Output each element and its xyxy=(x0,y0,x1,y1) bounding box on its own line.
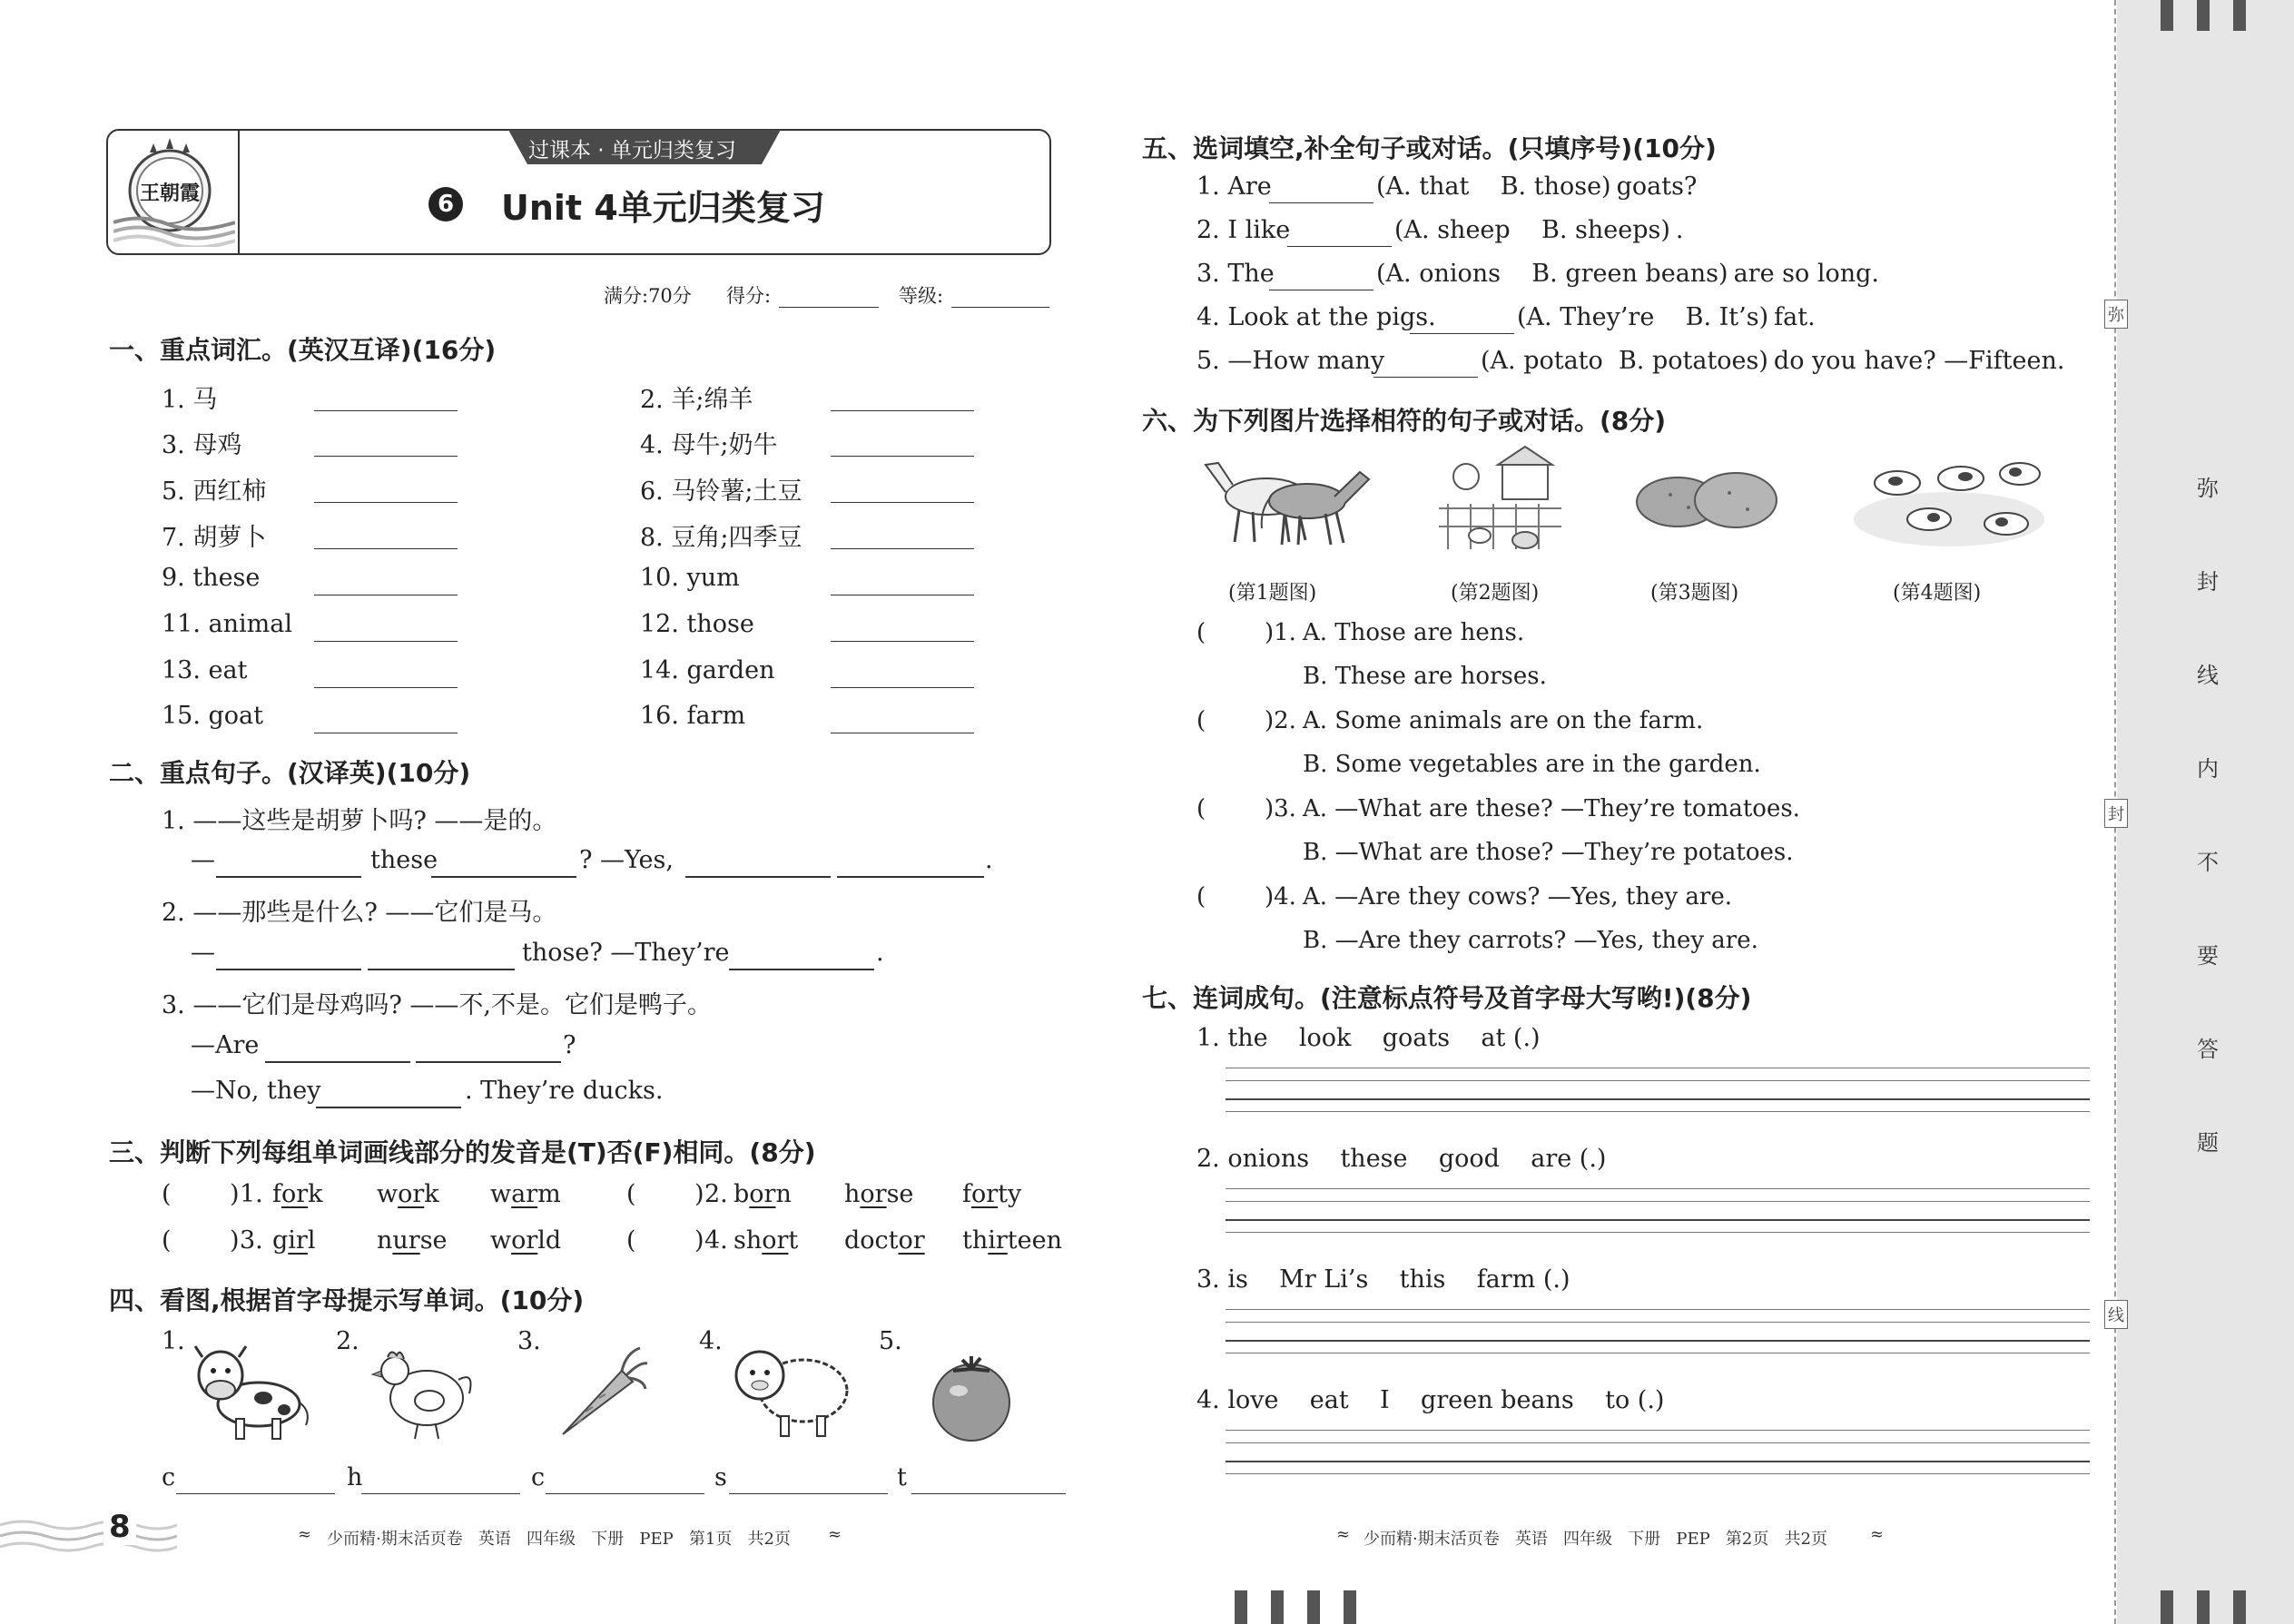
s5-suffix: do you have? —Fifteen. xyxy=(1773,347,2065,375)
s4-answer-blank[interactable] xyxy=(361,1493,520,1494)
s4-answer-blank[interactable] xyxy=(729,1493,888,1494)
s3-number: 2. xyxy=(704,1180,728,1208)
s6-paren[interactable]: ( xyxy=(1196,707,1206,734)
s2-q2-dash: — xyxy=(191,939,215,967)
s5-options: (A. that B. those) xyxy=(1376,172,1611,201)
s5-options: (A. sheep B. sheeps) xyxy=(1394,216,1670,244)
banner-text: 过课本 · 单元归类复习 xyxy=(528,139,736,162)
s3-word: doctor xyxy=(844,1226,925,1255)
binding-strip xyxy=(2117,0,2294,1624)
s7-writing-line[interactable] xyxy=(1226,1461,2090,1462)
footer-right-wave-end: ≈ xyxy=(1870,1525,1885,1544)
s2-q2-period: . xyxy=(876,939,884,967)
s5-prefix: 5. —How many xyxy=(1196,347,1385,375)
s2-q3-qmark: ? xyxy=(563,1031,576,1059)
s6-caption: (第1题图) xyxy=(1228,582,1317,605)
s6-paren[interactable]: ( xyxy=(1196,883,1206,910)
s2-q3-blank3[interactable] xyxy=(316,1107,461,1108)
s3-word: forty xyxy=(962,1180,1022,1208)
binding-char: 线 xyxy=(2197,663,2219,688)
binding-box-char: 线 xyxy=(2104,1300,2128,1329)
s5-prefix: 1. Are xyxy=(1196,172,1272,201)
s6-option-a: A. Those are hens. xyxy=(1303,619,1525,646)
grade-label: 等级: xyxy=(899,285,944,307)
s1-item: 1. 马 xyxy=(162,386,218,414)
s6-caption: (第3题图) xyxy=(1650,582,1739,605)
binding-char: 不 xyxy=(2197,850,2219,875)
s5-suffix: goats? xyxy=(1616,172,1698,201)
s3-paren-close: ) xyxy=(230,1226,240,1255)
s5-options: (A. They’re B. It’s) xyxy=(1517,303,1769,331)
s7-writing-line[interactable] xyxy=(1226,1188,2090,1189)
s7-item: 3. is Mr Li’s this farm (.) xyxy=(1196,1265,1570,1294)
footer-right-wave: ≈ xyxy=(1336,1525,1351,1544)
s7-writing-line[interactable] xyxy=(1226,1219,2090,1221)
carrot-picture xyxy=(549,1343,649,1443)
s3-paren-open[interactable]: ( xyxy=(626,1226,636,1255)
s5-suffix: are so long. xyxy=(1733,260,1879,288)
s7-writing-line[interactable] xyxy=(1226,1473,2090,1474)
footer-left-wave-end: ≈ xyxy=(828,1525,842,1544)
cow-picture xyxy=(186,1339,313,1443)
s6-caption: (第4题图) xyxy=(1893,582,1982,605)
s1-answer-blank[interactable] xyxy=(314,502,458,503)
s7-writing-line[interactable] xyxy=(1226,1340,2090,1342)
s6-number: )4. xyxy=(1265,883,1296,910)
s5-options: (A. potato B. potatoes) xyxy=(1481,347,1768,375)
s7-item: 4. love eat I green beans to (.) xyxy=(1196,1386,1665,1414)
s5-answer-blank[interactable] xyxy=(1373,377,1478,378)
s1-answer-blank[interactable] xyxy=(831,502,974,503)
s2-q2-blank2[interactable] xyxy=(368,969,515,970)
s7-item: 1. the look goats at (.) xyxy=(1196,1024,1541,1052)
s1-item: 15. goat xyxy=(162,702,264,730)
s1-answer-blank[interactable] xyxy=(831,641,974,642)
s1-answer-blank[interactable] xyxy=(831,410,974,411)
s1-item: 4. 母牛;奶牛 xyxy=(640,431,778,459)
logo xyxy=(113,136,235,247)
s4-letter: c xyxy=(162,1463,176,1491)
footer-right: 少而精·期末活页卷 英语 四年级 下册 PEP 第2页 共2页 xyxy=(1364,1530,1827,1549)
s3-word: girl xyxy=(272,1226,316,1255)
s3-paren-open[interactable]: ( xyxy=(162,1226,172,1255)
s1-item: 7. 胡萝卜 xyxy=(162,524,267,552)
s3-paren-open[interactable]: ( xyxy=(162,1180,172,1208)
s1-item: 12. those xyxy=(640,610,754,638)
s4-letter: t xyxy=(897,1463,907,1491)
s4-letter: h xyxy=(347,1463,363,1491)
s2-q3-blank2[interactable] xyxy=(416,1061,561,1063)
s2-q1-blank1[interactable] xyxy=(216,876,361,878)
hen-picture xyxy=(368,1339,477,1443)
s4-letter: c xyxy=(531,1463,546,1491)
s2-q2-blank1[interactable] xyxy=(216,969,361,970)
binding-char: 题 xyxy=(2197,1130,2219,1156)
section-3-title: 三、判断下列每组单词画线部分的发音是(T)否(F)相同。(8分) xyxy=(109,1137,816,1167)
s4-answer-blank[interactable] xyxy=(546,1493,704,1494)
s2-q1-these: these xyxy=(370,846,438,874)
s2-q1-blank3[interactable] xyxy=(685,876,831,878)
binding-char: 要 xyxy=(2197,943,2219,969)
s6-option-b: B. These are horses. xyxy=(1303,663,1547,690)
s4-letter: s xyxy=(714,1463,727,1491)
s1-item: 2. 羊;绵羊 xyxy=(640,386,753,414)
s3-word: nurse xyxy=(377,1226,448,1255)
s2-q1-blank2[interactable] xyxy=(431,876,576,878)
s2-q1: 1. ——这些是胡萝卜吗? ——是的。 xyxy=(162,807,557,835)
s1-item: 3. 母鸡 xyxy=(162,431,242,459)
section-2-title: 二、重点句子。(汉译英)(10分) xyxy=(109,758,471,788)
s7-writing-line[interactable] xyxy=(1226,1309,2090,1310)
binding-box-char: 封 xyxy=(2104,799,2128,828)
s3-number: 4. xyxy=(704,1226,728,1255)
footer-left-wave: ≈ xyxy=(298,1525,312,1544)
s6-option-a: A. —Are they cows? —Yes, they are. xyxy=(1303,883,1732,910)
s1-answer-blank[interactable] xyxy=(314,456,458,457)
section-1-title: 一、重点词汇。(英汉互译)(16分) xyxy=(109,335,497,365)
s3-word: fork xyxy=(272,1180,323,1208)
s6-number: )1. xyxy=(1265,619,1296,646)
s3-number: 3. xyxy=(240,1226,263,1255)
s1-answer-blank[interactable] xyxy=(314,641,458,642)
s4-answer-blank[interactable] xyxy=(176,1493,335,1494)
s3-paren-open[interactable]: ( xyxy=(626,1180,636,1208)
s4-number: 3. xyxy=(517,1327,541,1355)
tomato-picture xyxy=(926,1353,1017,1443)
s1-item: 16. farm xyxy=(640,702,746,730)
s7-writing-line[interactable] xyxy=(1226,1080,2090,1081)
score-blank[interactable] xyxy=(779,307,879,308)
s6-option-b: B. —Are they carrots? —Yes, they are. xyxy=(1303,927,1758,954)
s6-option-b: B. —What are those? —They’re potatoes. xyxy=(1303,839,1794,866)
s7-writing-line[interactable] xyxy=(1226,1201,2090,1202)
s5-suffix: fat. xyxy=(1774,303,1816,331)
s7-writing-line[interactable] xyxy=(1226,1322,2090,1323)
s5-prefix: 2. I like xyxy=(1196,216,1291,244)
s2-q3-are: —Are xyxy=(191,1031,260,1059)
s1-answer-blank[interactable] xyxy=(831,456,974,457)
binding-box-char: 弥 xyxy=(2104,300,2128,329)
binding-char: 封 xyxy=(2197,569,2219,595)
s4-answer-blank[interactable] xyxy=(911,1493,1066,1494)
section-5-title: 五、选词填空,补全句子或对话。(只填序号)(10分) xyxy=(1142,133,1717,163)
s1-item: 5. 西红柿 xyxy=(162,477,267,506)
s7-writing-line[interactable] xyxy=(1226,1232,2090,1233)
s3-number: 1. xyxy=(240,1180,263,1208)
s3-word: work xyxy=(377,1180,439,1208)
s3-paren-close: ) xyxy=(694,1180,704,1208)
s5-answer-blank[interactable] xyxy=(1269,202,1373,203)
s3-paren-close: ) xyxy=(694,1226,704,1255)
s4-number: 5. xyxy=(879,1327,902,1355)
s4-number: 2. xyxy=(336,1327,359,1355)
s6-option-a: A. —What are these? —They’re tomatoes. xyxy=(1303,795,1800,822)
full-score: 满分:70分 xyxy=(604,285,692,307)
s4-number: 4. xyxy=(699,1327,723,1355)
horses-picture xyxy=(1198,447,1375,551)
page-title: Unit 4单元归类复习 xyxy=(501,188,825,228)
binding-char: 内 xyxy=(2197,756,2219,782)
section-6-title: 六、为下列图片选择相符的句子或对话。(8分) xyxy=(1142,406,1667,436)
s1-item: 11. animal xyxy=(162,610,292,638)
farm-picture xyxy=(1439,445,1561,558)
s3-word: world xyxy=(490,1226,562,1255)
s2-q1-blank4[interactable] xyxy=(837,876,984,878)
score-label: 得分: xyxy=(726,285,772,307)
s2-q2-those: those? —They’re xyxy=(522,939,730,967)
potatoes-picture xyxy=(1634,468,1779,531)
s6-option-a: A. Some animals are on the farm. xyxy=(1303,707,1704,734)
section-4-title: 四、看图,根据首字母提示写单词。(10分) xyxy=(109,1285,585,1315)
s2-q2-blank3[interactable] xyxy=(729,969,874,970)
s2-q2: 2. ——那些是什么? ——它们是马。 xyxy=(162,899,557,927)
s3-word: born xyxy=(733,1180,792,1208)
s1-item: 9. these xyxy=(162,564,261,592)
s1-item: 6. 马铃薯;土豆 xyxy=(640,477,802,506)
s7-writing-line[interactable] xyxy=(1226,1111,2090,1112)
s1-answer-blank[interactable] xyxy=(831,687,974,688)
logo-text: 王朝霞 xyxy=(140,182,201,205)
s6-number: )3. xyxy=(1265,795,1296,822)
s5-suffix: . xyxy=(1675,216,1684,244)
s7-writing-line[interactable] xyxy=(1226,1098,2090,1100)
s5-answer-blank[interactable] xyxy=(1287,246,1392,247)
s5-answer-blank[interactable] xyxy=(1410,333,1514,334)
s5-prefix: 4. Look at the pigs. xyxy=(1196,303,1436,331)
s7-item: 2. onions these good are (.) xyxy=(1196,1145,1607,1173)
s1-item: 13. eat xyxy=(162,656,248,684)
s6-paren[interactable]: ( xyxy=(1196,619,1206,646)
unit-number-badge: 6 xyxy=(428,187,463,221)
s2-q3-blank1[interactable] xyxy=(265,1061,410,1063)
s1-answer-blank[interactable] xyxy=(831,548,974,549)
footer-left: 少而精·期末活页卷 英语 四年级 下册 PEP 第1页 共2页 xyxy=(327,1530,791,1549)
grade-blank[interactable] xyxy=(951,307,1049,308)
s2-q1-yes: ? —Yes, xyxy=(579,846,674,874)
page-number: 8 xyxy=(103,1509,136,1545)
s3-paren-close: ) xyxy=(230,1180,240,1208)
s3-word: short xyxy=(733,1226,799,1255)
section-7-title: 七、连词成句。(注意标点符号及首字母大写哟!)(8分) xyxy=(1142,983,1752,1013)
s6-caption: (第2题图) xyxy=(1451,582,1540,605)
s3-word: thirteen xyxy=(962,1226,1062,1255)
s6-number: )2. xyxy=(1265,707,1296,734)
s1-item: 14. garden xyxy=(640,656,775,684)
cows-picture xyxy=(1852,447,2047,551)
binding-char: 答 xyxy=(2197,1037,2219,1062)
s6-paren[interactable]: ( xyxy=(1196,795,1206,822)
s7-writing-line[interactable] xyxy=(1226,1430,2090,1431)
s2-q3-ducks: . They’re ducks. xyxy=(465,1077,664,1105)
header-divider xyxy=(238,129,240,253)
binding-char: 弥 xyxy=(2197,476,2219,501)
s1-item: 10. yum xyxy=(640,564,740,592)
s2-q3-no: —No, they xyxy=(191,1077,321,1105)
s6-option-b: B. Some vegetables are in the garden. xyxy=(1303,751,1761,778)
s2-q1-dash: — xyxy=(191,846,215,874)
s5-prefix: 3. The xyxy=(1196,260,1275,288)
s1-answer-blank[interactable] xyxy=(314,687,458,688)
s3-word: horse xyxy=(844,1180,914,1208)
s4-number: 1. xyxy=(162,1327,185,1355)
s1-item: 8. 豆角;四季豆 xyxy=(640,524,802,552)
s5-options: (A. onions B. green beans) xyxy=(1376,260,1728,288)
sheep-picture xyxy=(722,1334,858,1443)
s1-answer-blank[interactable] xyxy=(314,548,458,549)
page-number-wave xyxy=(0,1518,177,1554)
s1-answer-blank[interactable] xyxy=(314,410,458,411)
s7-writing-line[interactable] xyxy=(1226,1442,2090,1443)
s3-word: warm xyxy=(490,1180,561,1208)
s2-q1-period: . xyxy=(985,846,993,874)
s2-q3: 3. ——它们是母鸡吗? ——不,不是。它们是鸭子。 xyxy=(162,991,712,1019)
